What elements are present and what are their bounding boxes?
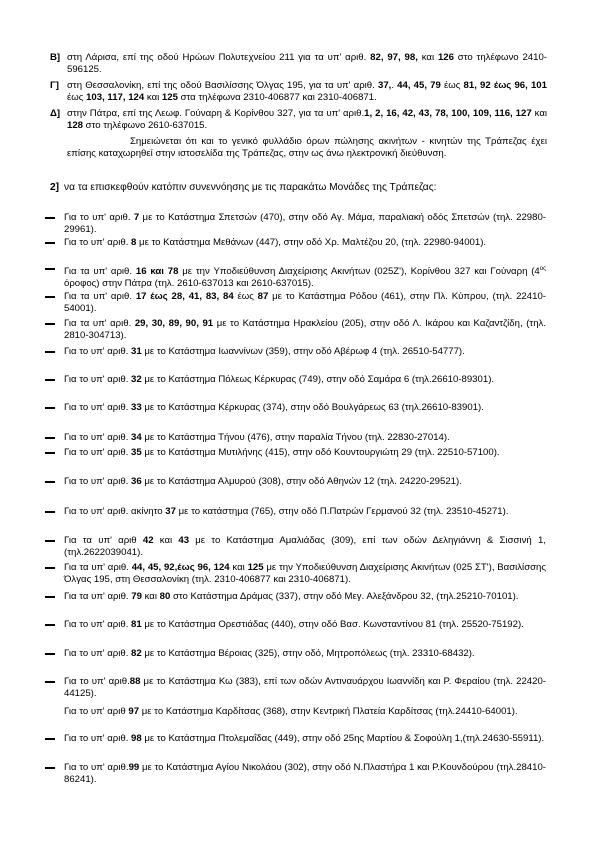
text-run: και	[141, 591, 160, 602]
bold-run: 37,	[377, 80, 392, 91]
bold-run: 82, 97, 98,	[370, 52, 418, 63]
dash-bullet	[45, 738, 55, 740]
list-item-text	[64, 447, 546, 459]
list-item-text	[64, 346, 546, 358]
text-run: Για το υπ' αριθ.	[64, 346, 132, 357]
dash-bullet	[45, 452, 55, 454]
text-run: έως	[440, 80, 464, 91]
text-run: έως	[67, 92, 87, 104]
text-run: στη Λάρισα, επί της οδού Ηρώων Πολυτεχνείου 211 για τα υπ' αριθ.	[67, 52, 371, 63]
list-item-text	[64, 591, 546, 603]
list-item-continuation	[64, 706, 546, 718]
text-run: Για το υπ' αριθ.	[64, 212, 134, 223]
text-run: όροφος) στην Πάτρα (τηλ. 2610-637013 και 2610-637015).	[64, 278, 314, 290]
text-run: με το Κατάστημα Αγίου Νικολάου (302), στην οδό Ν.Πλαστήρα 1 και Ρ.Κουνδούρου (τηλ.28410-86241).	[64, 762, 547, 786]
bold-run: 37	[165, 506, 176, 517]
text-run: στο τηλέφωνο 2410-596125.	[67, 52, 547, 76]
bold-run: 44, 45, 79	[397, 80, 441, 91]
bold-run: 128	[67, 120, 84, 132]
dash-bullet	[45, 437, 55, 439]
text-run: με το Κατάστημα Αμαλιάδας (309), επί των οδών Δεληγιάννη & Σισσινή 1, (τηλ.2622039041).	[64, 535, 546, 559]
text-run: Για το υπ' αριθ.	[64, 374, 132, 385]
list-item-text	[64, 212, 546, 237]
list-item-text	[64, 762, 546, 787]
text-run: με το Κατάστημα Πτολεμαΐδας (449), στην οδό 25ης Μαρτίου & Σοφούλη 1,(τηλ.24630-55911).	[141, 733, 545, 744]
text-run: με το Κατάστημα Μεθάνων (447), στην οδό Χρ. Μαλτέζου 20, (τηλ. 22980-94001).	[136, 237, 487, 248]
list-item-text	[64, 402, 546, 414]
bold-run: 88	[129, 676, 141, 687]
text-run: με το Κατάστημα Ηρακλείου (205), στην οδό Λ. Ικάρου και Καζαντζίδη, (τηλ. 2810-304713).	[64, 318, 546, 342]
list-item-text	[64, 506, 546, 518]
text-run: Για το υπ' αριθ.	[64, 619, 132, 630]
superscript: ος	[539, 266, 546, 272]
text-run: στο Κατάστημα Δράμας (337), στην οδό Μεγ. Αλεξάνδρου 32, (τηλ.25210-70101).	[170, 591, 519, 602]
text-run: με το κατάστημα (765), στην οδό Π.Πατρών Γερμανού 32 (τηλ. 23510-45271).	[175, 506, 509, 517]
dash-bullet	[45, 681, 55, 683]
section-b-text	[67, 52, 547, 77]
text-run: Για το υπ' αριθ.	[64, 648, 132, 659]
text-run: έως	[233, 291, 258, 302]
bold-run: 33	[131, 402, 142, 413]
list-item-text	[64, 562, 546, 587]
text-run: και	[417, 52, 438, 63]
text-run: Για το υπ' αριθ.	[64, 432, 132, 443]
list-item-text	[64, 432, 546, 444]
text-run: και	[531, 108, 547, 119]
text-run: με την Υποδιεύθυνση Διαχείρισης Ακινήτων (025Ζ'), Κορίνθου 327 και Γούναρη (4	[178, 266, 540, 277]
bold-run: 125	[247, 562, 264, 573]
list-item-text	[64, 676, 546, 701]
text-run: Για το υπ' αριθ	[64, 706, 129, 717]
text-run: Για τα υπ' αριθ.	[64, 291, 136, 302]
text-run: με το Κατάστημα Τήνου (476), στην παραλία Τήνου (τηλ. 22830-27014).	[141, 432, 450, 443]
list-item-text	[64, 535, 546, 560]
bold-run: 8	[131, 237, 137, 248]
text-run: στα τηλέφωνα 2310-406877 και 2310-406871.	[177, 92, 377, 104]
section-g-letter: Γ]	[50, 80, 59, 91]
text-run: με το Κατάστημα Σπετσών (470), στην οδό Αγ. Μάμα, παραλιακή οδός Σπετσών (τηλ. 22980-29961).	[64, 212, 546, 236]
dash-bullet	[45, 624, 55, 626]
dash-bullet	[45, 323, 55, 325]
list-item-text	[64, 476, 546, 488]
section-d-text	[67, 108, 547, 133]
text-run: με το Κατάστημα Αλμυρού (308), στην οδό Αθηνών 12 (τηλ. 24220-29521).	[141, 476, 462, 487]
text-run: με το Κατάστημα Ρόδου (461), στην Πλ. Κύπρου, (τηλ. 22410-54001).	[64, 291, 546, 315]
list-item-text	[64, 263, 546, 291]
dash-bullet	[45, 242, 55, 244]
dash-bullet	[45, 379, 55, 381]
bold-run: 32	[131, 374, 142, 385]
dash-bullet	[45, 296, 55, 298]
list-item-text	[64, 648, 546, 660]
text-run: στην Πάτρα, επί της Λεωφ. Γούναρη & Κορίνθου 327, για τα υπ' αριθ.	[67, 108, 365, 119]
text-run: Για τα υπ' αριθ.	[64, 318, 135, 329]
bold-run: 98	[131, 733, 142, 744]
text-run: Για το υπ' αριθ.	[64, 237, 132, 248]
text-run: με την Υποδιεύθυνση Διαχείρισης Ακινήτων (025 ΣΤ'), Βασιλίσσης Όλγας 195, στη Θεσσαλονίκη (τηλ. 2310-406877 και 2310-406871).	[64, 562, 546, 586]
bold-run: 29, 30, 89, 90, 91	[134, 318, 214, 329]
bold-run: 16 και 78	[135, 266, 179, 277]
text-run: Για το υπ' αριθ.	[64, 676, 130, 687]
text-run: με το Κατάστημα Πόλεως Κέρκυρας (749), στην οδό Σαμάρα 6 (τηλ.26610-89301).	[141, 374, 495, 385]
bold-run: 17 έως 28, 41, 83, 84	[135, 291, 234, 302]
bold-run: 81, 92 έως 96, 101	[463, 80, 547, 91]
section-2-intro: να τα επισκεφθούν κατόπιν συνεννόησης με τις παρακάτω Μονάδες της Τράπεζας:	[64, 182, 437, 193]
text-run: και	[153, 535, 179, 546]
text-run: Για τα υπ' αριθ.	[64, 266, 136, 277]
bold-run: 87	[257, 291, 269, 302]
list-item-text	[64, 619, 546, 631]
bold-run: 79	[131, 591, 142, 602]
bold-run: 44, 45, 92,έως 96, 124	[131, 562, 230, 573]
bold-run: 31	[131, 346, 142, 357]
section-d-letter: Δ]	[50, 108, 61, 119]
bold-run: 7	[133, 212, 140, 223]
text-run: Για το υπ' αριθ.	[64, 402, 132, 413]
text-run: με το Κατάστημα Ορεστιάδας (440), στην οδό Βασ. Κωνσταντίνου 81 (τηλ. 25520-75192).	[141, 619, 524, 630]
dash-bullet	[45, 217, 55, 219]
list-item-text	[64, 374, 546, 386]
bold-run: 1, 2, 16, 42, 43, 78, 100, 109, 116, 127	[364, 108, 532, 119]
bold-run: 82	[131, 648, 142, 659]
list-item-text	[64, 318, 546, 343]
bold-run: 125	[161, 92, 178, 104]
dash-bullet	[45, 407, 55, 409]
dash-bullet	[45, 351, 55, 353]
bold-run: 97	[128, 706, 140, 717]
list-item-text	[64, 237, 546, 249]
text-run: Για τα υπ' αριθ	[64, 535, 143, 546]
dash-bullet	[45, 511, 55, 513]
bold-run: 81	[131, 619, 142, 630]
text-run: με το Κατάστημα Βέροιας (325), στην οδό, Μητροπόλεως (τηλ. 23310-68432).	[141, 648, 475, 659]
list-item-text	[64, 733, 546, 745]
bold-run: 103, 117, 124	[86, 92, 145, 104]
bold-run: 43	[178, 535, 190, 546]
text-run: Για το υπ' αριθ.	[64, 447, 132, 458]
text-run: με το Κατάστημα Κω (383), επί των οδών Αντιναυάρχου Ιωαννίδη και Ρ. Φεραίου (τηλ. 22420-44125).	[64, 676, 546, 700]
dash-bullet	[45, 653, 55, 655]
text-run: Για τα υπ' αριθ.	[64, 562, 132, 573]
dash-bullet	[45, 481, 55, 483]
bold-run: 36	[131, 476, 142, 487]
bold-run: 35	[131, 447, 142, 458]
text-run: με το Κατάστημα Κέρκυρας (374), στην οδό Βουλγάρεως 63 (τηλ.26610-83901).	[141, 402, 484, 413]
text-run: Για το υπ' αριθ. ακίνητο	[64, 506, 166, 517]
note-paragraph: Σημειώνεται ότι και το γενικό φυλλάδιο όρων πώλησης ακινήτων - κινητών της Τράπεζας έχει επίσης καταχωρηθεί στην ιστοσελίδα της Τράπεζας, στην ως άνω ηλεκτρονική διεύθυνση.	[67, 136, 547, 160]
bold-run: 34	[131, 432, 142, 443]
dash-bullet	[45, 567, 55, 569]
list-item-text	[64, 291, 546, 316]
text-run: Για το υπ' αριθ.	[64, 762, 129, 773]
text-run: στο τηλέφωνο 2610-637015.	[83, 120, 208, 132]
text-run: με το Κατάστημα Καρδίτσας (368), στην Κεντρική Πλατεία Καρδίτσας (τηλ.24410-64001).	[139, 706, 518, 717]
dash-bullet	[45, 596, 55, 598]
text-run: Για το υπ' αριθ.	[64, 476, 132, 487]
dash-bullet	[45, 268, 55, 270]
text-run: με το Κατάστημα Μυτιλήνης (415), στην οδό Κουντουργιώτη 29 (τηλ. 22510-57100).	[141, 447, 500, 458]
bold-run: 42	[142, 535, 154, 546]
section-b-letter: Β]	[50, 52, 61, 63]
section-g-text	[67, 80, 547, 105]
bold-run: 99	[128, 762, 140, 773]
section-2-number: 2]	[50, 182, 60, 193]
text-run: και	[144, 92, 162, 104]
dash-bullet	[45, 540, 55, 542]
text-run: με το Κατάστημα Ιωαννίνων (359), στην οδό Αβέρωφ 4 (τηλ. 26510-54777).	[141, 346, 465, 357]
text-run: στη Θεσσαλονίκη, επί της οδού Βασιλίσσης Όλγας 195, για τα υπ' αριθ.	[67, 80, 378, 91]
dash-bullet	[45, 767, 55, 769]
bold-run: 126	[437, 52, 454, 63]
bold-run: 80	[159, 591, 171, 602]
text-run: και	[229, 562, 248, 573]
text-run: Για το υπ' αριθ.	[64, 733, 132, 744]
text-run: .	[391, 80, 398, 91]
text-run: Για τα υπ' αριθ.	[64, 591, 132, 602]
